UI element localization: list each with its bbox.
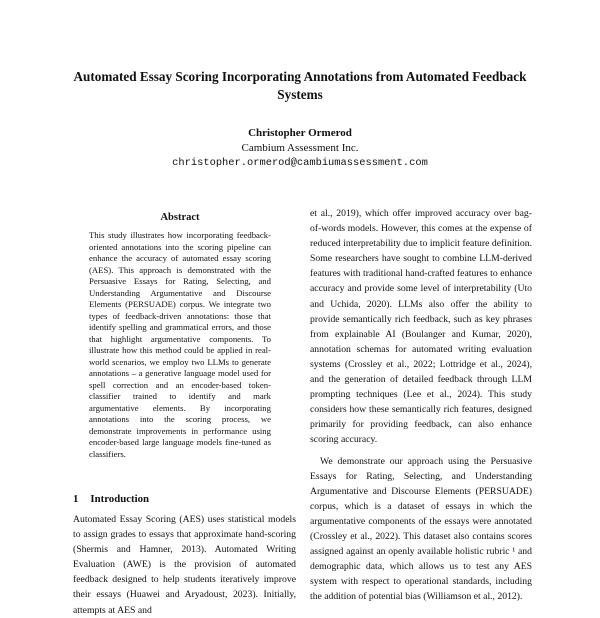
right-column-paragraph-1: et al., 2019), which offer improved accuracy over bag-of-words models. However, this comes at the expense of reduced interpretability due to implicit feature definition. Some researchers have sought to combine LLM-derived features with traditional hand-crafted features to enhance accuracy and provide some level of interpretability (Uto and Uchida, 2020). LLMs also offer the ability to provide semantically rich feedback, such as key phrases from explainable AI (Boulanger and Kumar, 2020), annotation schemas for automated writing evaluation systems (Crossley et al., 2022; Lottridge et al., 2024), and the generation of detailed feedback through LLM prompting techniques (Lee et al., 2024). This study considers how these semantically rich features, designed primarily for providing feedback, can also enhance scoring accuracy. [310, 208, 532, 446]
abstract-text: This study illustrates how incorporating feedback-oriented annotations into the scoring pipeline can enhance the accuracy of automated essay scoring (AES). This approach is demonstrated with the Persuasive Essays for Rating, Selecting, and Understanding Argumentative and Discourse Elements (PERSUADE) corpus. We integrate two types of feedback-driven annotations: those that identify spelling and grammatical errors, and those that highlight argumentative components. To illustrate how this method could be applied in real-world scenarios, we employ two LLMs to generate annotations – a generative language model used for spell correction and an encoder-based token-classifier trained to identify and mark argumentative elements. By incorporating annotations into the scoring process, we demonstrate improvements in performance using encoder-based large language models fine-tuned as classifiers. [89, 230, 271, 459]
author-block [60, 126, 540, 171]
section-title: Introduction [90, 493, 150, 505]
right-column [310, 206, 532, 604]
abstract-heading: Abstract [160, 212, 200, 223]
section-number: 1 [73, 493, 79, 505]
introduction-paragraph: Automated Essay Scoring (AES) uses statistical models to assign grades to essays that approximate hand-scoring (Shermis and Hamner, 2013). Automated Writing Evaluation (AWE) is the provision of automated feedback designed to help students iteratively improve their essays (Huawei and Aryadoust, 2023). Initially, attempts at AES and [73, 514, 296, 616]
author-name: Christopher Ormerod [248, 127, 352, 139]
section-heading-introduction [73, 493, 149, 505]
author-email: christopher.ormerod@cambiumassessment.com [172, 157, 428, 169]
author-affiliation: Cambium Assessment Inc. [241, 142, 359, 154]
paper-title: Automated Essay Scoring Incorporating Annotations from Automated Feedback Systems [73, 69, 527, 102]
right-column-paragraph-2: We demonstrate our approach using the Persuasive Essays for Rating, Selecting, and Understanding Argumentative and Discourse Elements (PERSUADE) corpus, which is a dataset of essays in which the argumentative components of the essays were annotated (Crossley et al., 2022). This dataset also contains scores assigned against an openly available holistic rubric ¹ and demographic data, which allows us to test any AES system with respect to operational standards, including the addition of potential bias (Williamson et al., 2012). [310, 455, 532, 603]
